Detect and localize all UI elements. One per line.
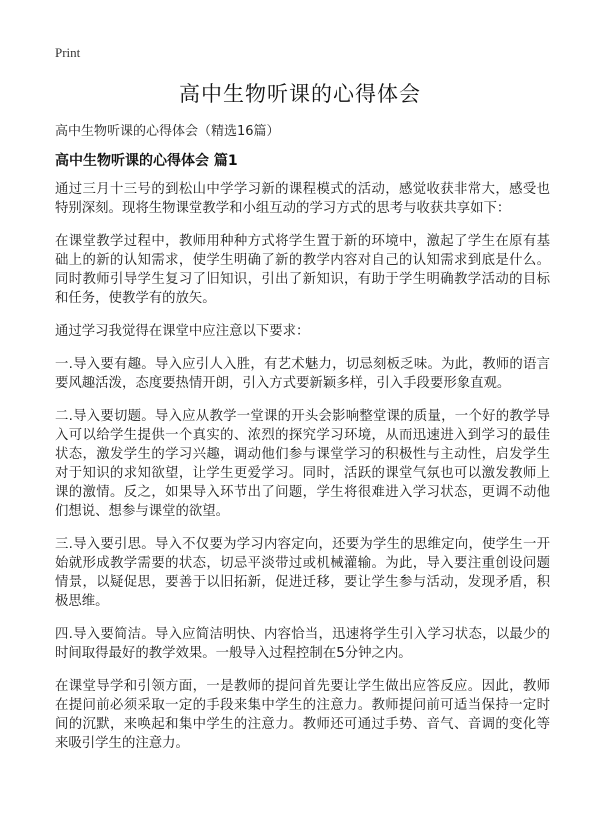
paragraph-guidance: 在课堂导学和引领方面，一是教师的提问首先要让学生做出应答反应。因此，教师在提问前必须采取一定的手段来集中学生的注意力。教师提问前可适当保持一定时间的沉默，来唤起和集中学生的注意力。教师还可通过手势、音气、音调的变化等来吸引学生的注意力。 — [55, 679, 550, 751]
section-heading: 高中生物听课的心得体会 篇1 — [55, 153, 238, 169]
paragraph-point-2: 二.导入要切题。导入应从教学一堂课的开头会影响整堂课的质量，一个好的教学导入可以给学生提供一个真实的、浓烈的探究学习环境，从而迅速进入到学习的最佳状态，激发学生的学习兴趣，调动他们参与课堂学习的积极性与主动性，启发学生对于知识的求知欲望，让学生更爱学习。同时，活跃的课堂气氛也可以激发教师上课的激情。反之，如果导入环节出了问题，学生将很难进入学习状态，更调不动他们想说、想参与课堂的欲望。 — [55, 409, 550, 519]
print-link[interactable]: Print — [55, 45, 81, 60]
page-title: 高中生物听课的心得体会 — [179, 82, 421, 106]
paragraph-point-1: 一.导入要有趣。导入应引人入胜，有艺术魅力，切忌刻板乏味。为此，教师的语言要风趣活泼，态度要热情开朗，引入方式要新颖多样，引入手段要形象直观。 — [55, 357, 550, 391]
document-subtitle: 高中生物听课的心得体会（精选16篇） — [55, 124, 280, 139]
article-body — [55, 180, 550, 767]
paragraph-requirements-lead: 通过学习我觉得在课堂中应注意以下要求： — [55, 324, 310, 339]
paragraph-point-3: 三.导入要引思。导入不仅要为学习内容定向，还要为学生的思维定向，使学生一开始就形成教学需要的状态，切忌平淡带过或机械灌输。为此，导入要注重创设问题情景，以疑促思，要善于以旧拓新，促进迁移，要让学生参与活动，发现矛盾，积极思维。 — [55, 537, 550, 609]
paragraph-intro: 通过三月十三号的到松山中学学习新的课程模式的活动，感觉收获非常大，感受也特别深刻。现将生物课堂教学和小组互动的学习方式的思考与收获共享如下： — [55, 182, 550, 216]
paragraph-classroom-process: 在课堂教学过程中，教师用种种方式将学生置于新的环境中，激起了学生在原有基础上的新的认知需求，使学生明确了新的教学内容对自己的认知需求到底是什么。同时教师引导学生复习了旧知识，引出了新知识，有助于学生明确教学活动的目标和任务，使教学有的放矢。 — [55, 234, 550, 306]
paragraph-point-4: 四.导入要简洁。导入应简洁明快、内容恰当，迅速将学生引入学习状态，以最少的时间取得最好的教学效果。一般导入过程控制在5分钟之内。 — [55, 627, 550, 661]
